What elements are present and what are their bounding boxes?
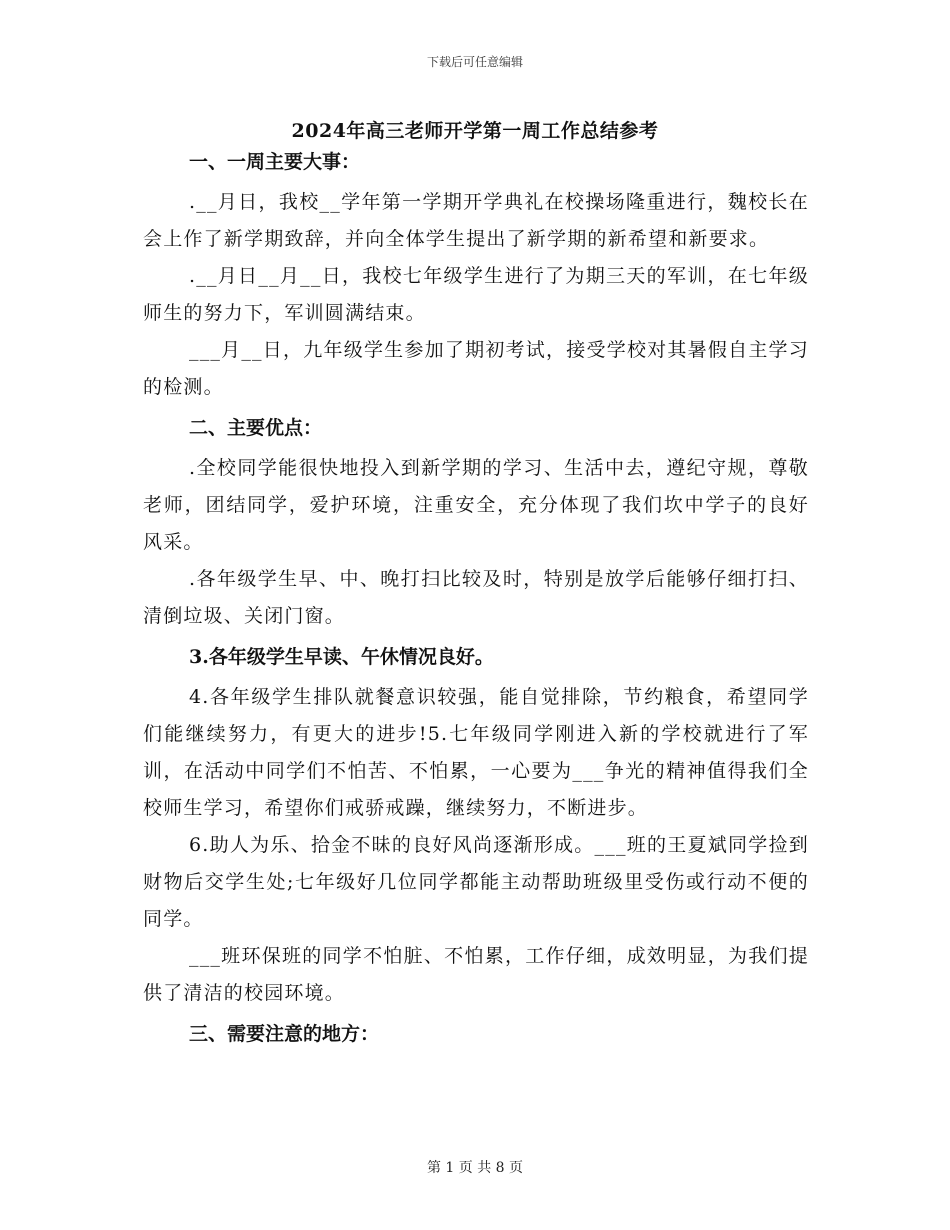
paragraph: .各年级学生早、中、晚打扫比较及时，特别是放学后能够仔细打扫、清倒垃圾、关闭门窗。: [143, 568, 809, 627]
paragraph: .__月日，我校__学年第一学期开学典礼在校操场隆重进行，魏校长在会上作了新学期致辞，并向全体学生提出了新学期的新希望和新要求。: [143, 191, 809, 250]
section-heading-attention: 三、需要注意的地方：: [189, 1023, 380, 1045]
page-header-note: 下载后可任意编辑: [426, 55, 523, 69]
paragraph: ___班环保班的同学不怕脏、不怕累，工作仔细，成效明显，为我们提供了清洁的校园环境。: [143, 945, 809, 1004]
paragraph: 4.各年级学生排队就餐意识较强，能自觉排除，节约粮食，希望同学们能继续努力，有更大的进步!5.七年级同学刚进入新的学校就进行了军训，在活动中同学们不怕苦、不怕累，一心要为___争光的精神值得我们全校师生学习，希望你们戒骄戒躁，继续努力，不断进步。: [143, 686, 809, 819]
document-body: [143, 146, 809, 1056]
section-subheading-bold: 3.各年级学生早读、午休情况良好。: [189, 646, 494, 668]
page-number: 第 1 页 共 8 页: [426, 1160, 524, 1176]
paragraph: .__月日__月__日，我校七年级学生进行了为期三天的军训，在七年级师生的努力下，军训圆满结束。: [143, 265, 809, 324]
document-title: 2024年高三老师开学第一周工作总结参考: [291, 120, 659, 142]
paragraph: .全校同学能很快地投入到新学期的学习、生活中去，遵纪守规，尊敬老师，团结同学，爱护环境，注重安全，充分体现了我们坎中学子的良好风采。: [143, 457, 809, 553]
paragraph: 6.助人为乐、拾金不昧的良好风尚逐渐形成。___班的王夏斌同学捡到财物后交学生处;七年级好几位同学都能主动帮助班级里受伤或行动不便的同学。: [143, 834, 809, 930]
paragraph: ___月__日，九年级学生参加了期初考试，接受学校对其暑假自主学习的检测。: [143, 339, 809, 398]
section-heading-major-events: 一、一周主要大事：: [189, 151, 361, 173]
section-heading-strengths: 二、主要优点：: [189, 417, 323, 439]
